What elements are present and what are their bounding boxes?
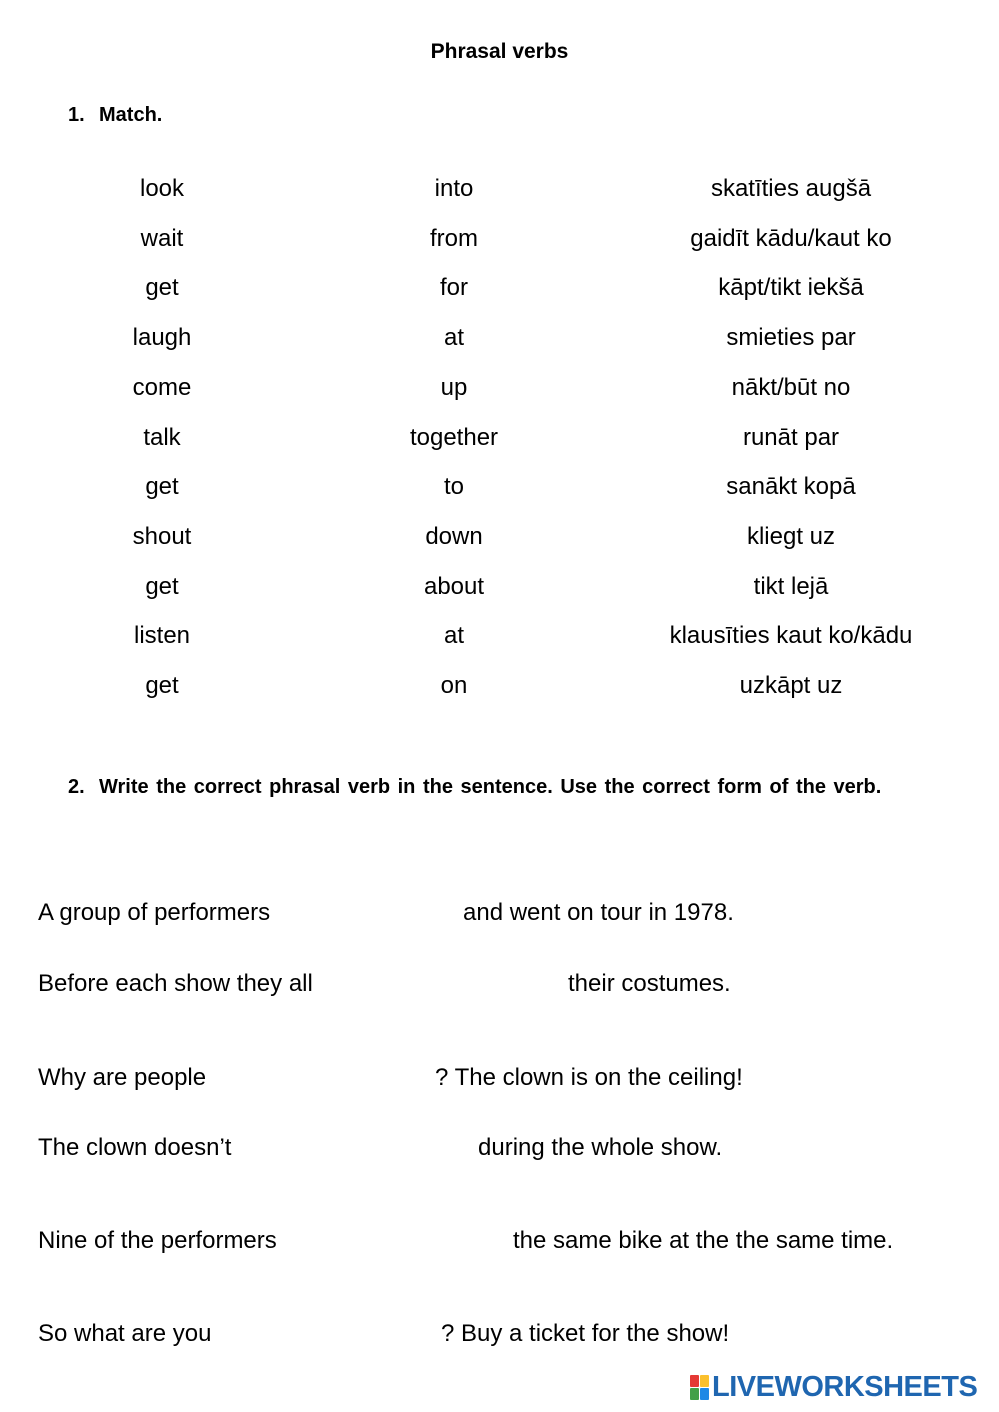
sentence-after-gap: and went on tour in 1978. — [463, 899, 734, 926]
match-verb[interactable]: look — [139, 175, 185, 202]
sentence-row — [0, 1227, 999, 1267]
sentence-after-gap: during the whole show. — [478, 1134, 723, 1161]
match-particle[interactable]: about — [423, 573, 485, 600]
match-meaning[interactable]: klausīties kaut ko/kādu — [669, 622, 913, 649]
match-meaning[interactable]: skatīties augšā — [710, 175, 872, 202]
match-meaning[interactable]: uzkāpt uz — [739, 672, 843, 699]
match-meaning[interactable]: smieties par — [726, 324, 856, 351]
section-1-title: Match. — [99, 104, 163, 126]
match-particle[interactable]: at — [443, 622, 465, 649]
match-verb[interactable]: laugh — [132, 324, 192, 351]
sentence-before-gap: So what are you — [38, 1320, 212, 1347]
match-row — [0, 672, 999, 722]
match-verb[interactable]: shout — [132, 523, 192, 550]
match-verb[interactable]: get — [145, 573, 179, 600]
match-meaning[interactable]: nākt/būt no — [731, 374, 851, 401]
match-meaning[interactable]: sanākt kopā — [726, 473, 856, 500]
sentence-before-gap: Before each show they all — [38, 970, 313, 997]
sentence-after-gap: ? The clown is on the ceiling! — [435, 1064, 743, 1091]
section-2-title: Write the correct phrasal verb in the sentence. Use the correct form of the verb. — [99, 776, 882, 798]
match-row — [0, 573, 999, 623]
match-row — [0, 473, 999, 523]
sentence-after-gap: their costumes. — [568, 970, 731, 997]
match-particle[interactable]: together — [409, 424, 499, 451]
match-particle[interactable]: down — [425, 523, 483, 550]
match-meaning[interactable]: runāt par — [742, 424, 840, 451]
section-1-number: 1. — [68, 104, 85, 126]
match-particle[interactable]: from — [430, 225, 478, 252]
match-row — [0, 324, 999, 374]
sentence-row — [0, 1134, 999, 1174]
logo-text: LIVEWORKSHEETS — [712, 1371, 978, 1403]
sentence-before-gap: A group of performers — [38, 899, 271, 926]
match-row — [0, 523, 999, 573]
match-verb[interactable]: come — [132, 374, 192, 401]
match-meaning[interactable]: kliegt uz — [746, 523, 836, 550]
match-verb[interactable]: wait — [140, 225, 184, 252]
sentence-after-gap: ? Buy a ticket for the show! — [441, 1320, 730, 1347]
match-verb[interactable]: get — [145, 473, 179, 500]
match-particle[interactable]: into — [434, 175, 474, 202]
sentence-row — [0, 1320, 999, 1360]
sentence-after-gap: the same bike at the the same time. — [513, 1227, 894, 1254]
match-row — [0, 274, 999, 324]
match-row — [0, 225, 999, 275]
logo-mark-square — [690, 1375, 699, 1387]
match-row — [0, 424, 999, 474]
liveworksheets-mark-icon — [690, 1375, 709, 1400]
sentence-row — [0, 1064, 999, 1104]
liveworksheets-logo — [690, 1372, 977, 1402]
sentence-before-gap: Why are people — [38, 1064, 207, 1091]
match-row — [0, 175, 999, 225]
match-verb[interactable]: talk — [143, 424, 181, 451]
match-verb[interactable]: get — [145, 274, 179, 301]
match-particle[interactable]: at — [443, 324, 465, 351]
logo-mark-square — [690, 1388, 699, 1400]
match-meaning[interactable]: kāpt/tikt iekšā — [718, 274, 864, 301]
match-particle[interactable]: up — [440, 374, 468, 401]
match-particle[interactable]: on — [440, 672, 468, 699]
match-meaning[interactable]: gaidīt kādu/kaut ko — [690, 225, 892, 252]
sentence-before-gap: Nine of the performers — [38, 1227, 277, 1254]
page-title: Phrasal verbs — [430, 40, 569, 63]
sentence-row — [0, 970, 999, 1010]
match-row — [0, 374, 999, 424]
match-particle[interactable]: for — [439, 274, 469, 301]
section-1-heading — [68, 100, 468, 131]
section-2-heading — [68, 772, 959, 803]
match-row — [0, 622, 999, 672]
match-meaning[interactable]: tikt lejā — [753, 573, 829, 600]
section-2-number: 2. — [68, 776, 85, 798]
match-verb[interactable]: get — [145, 672, 179, 699]
logo-mark-square — [700, 1375, 709, 1387]
match-particle[interactable]: to — [443, 473, 465, 500]
sentence-before-gap: The clown doesn’t — [38, 1134, 232, 1161]
match-verb[interactable]: listen — [133, 622, 191, 649]
logo-mark-square — [700, 1388, 709, 1400]
sentence-row — [0, 899, 999, 939]
